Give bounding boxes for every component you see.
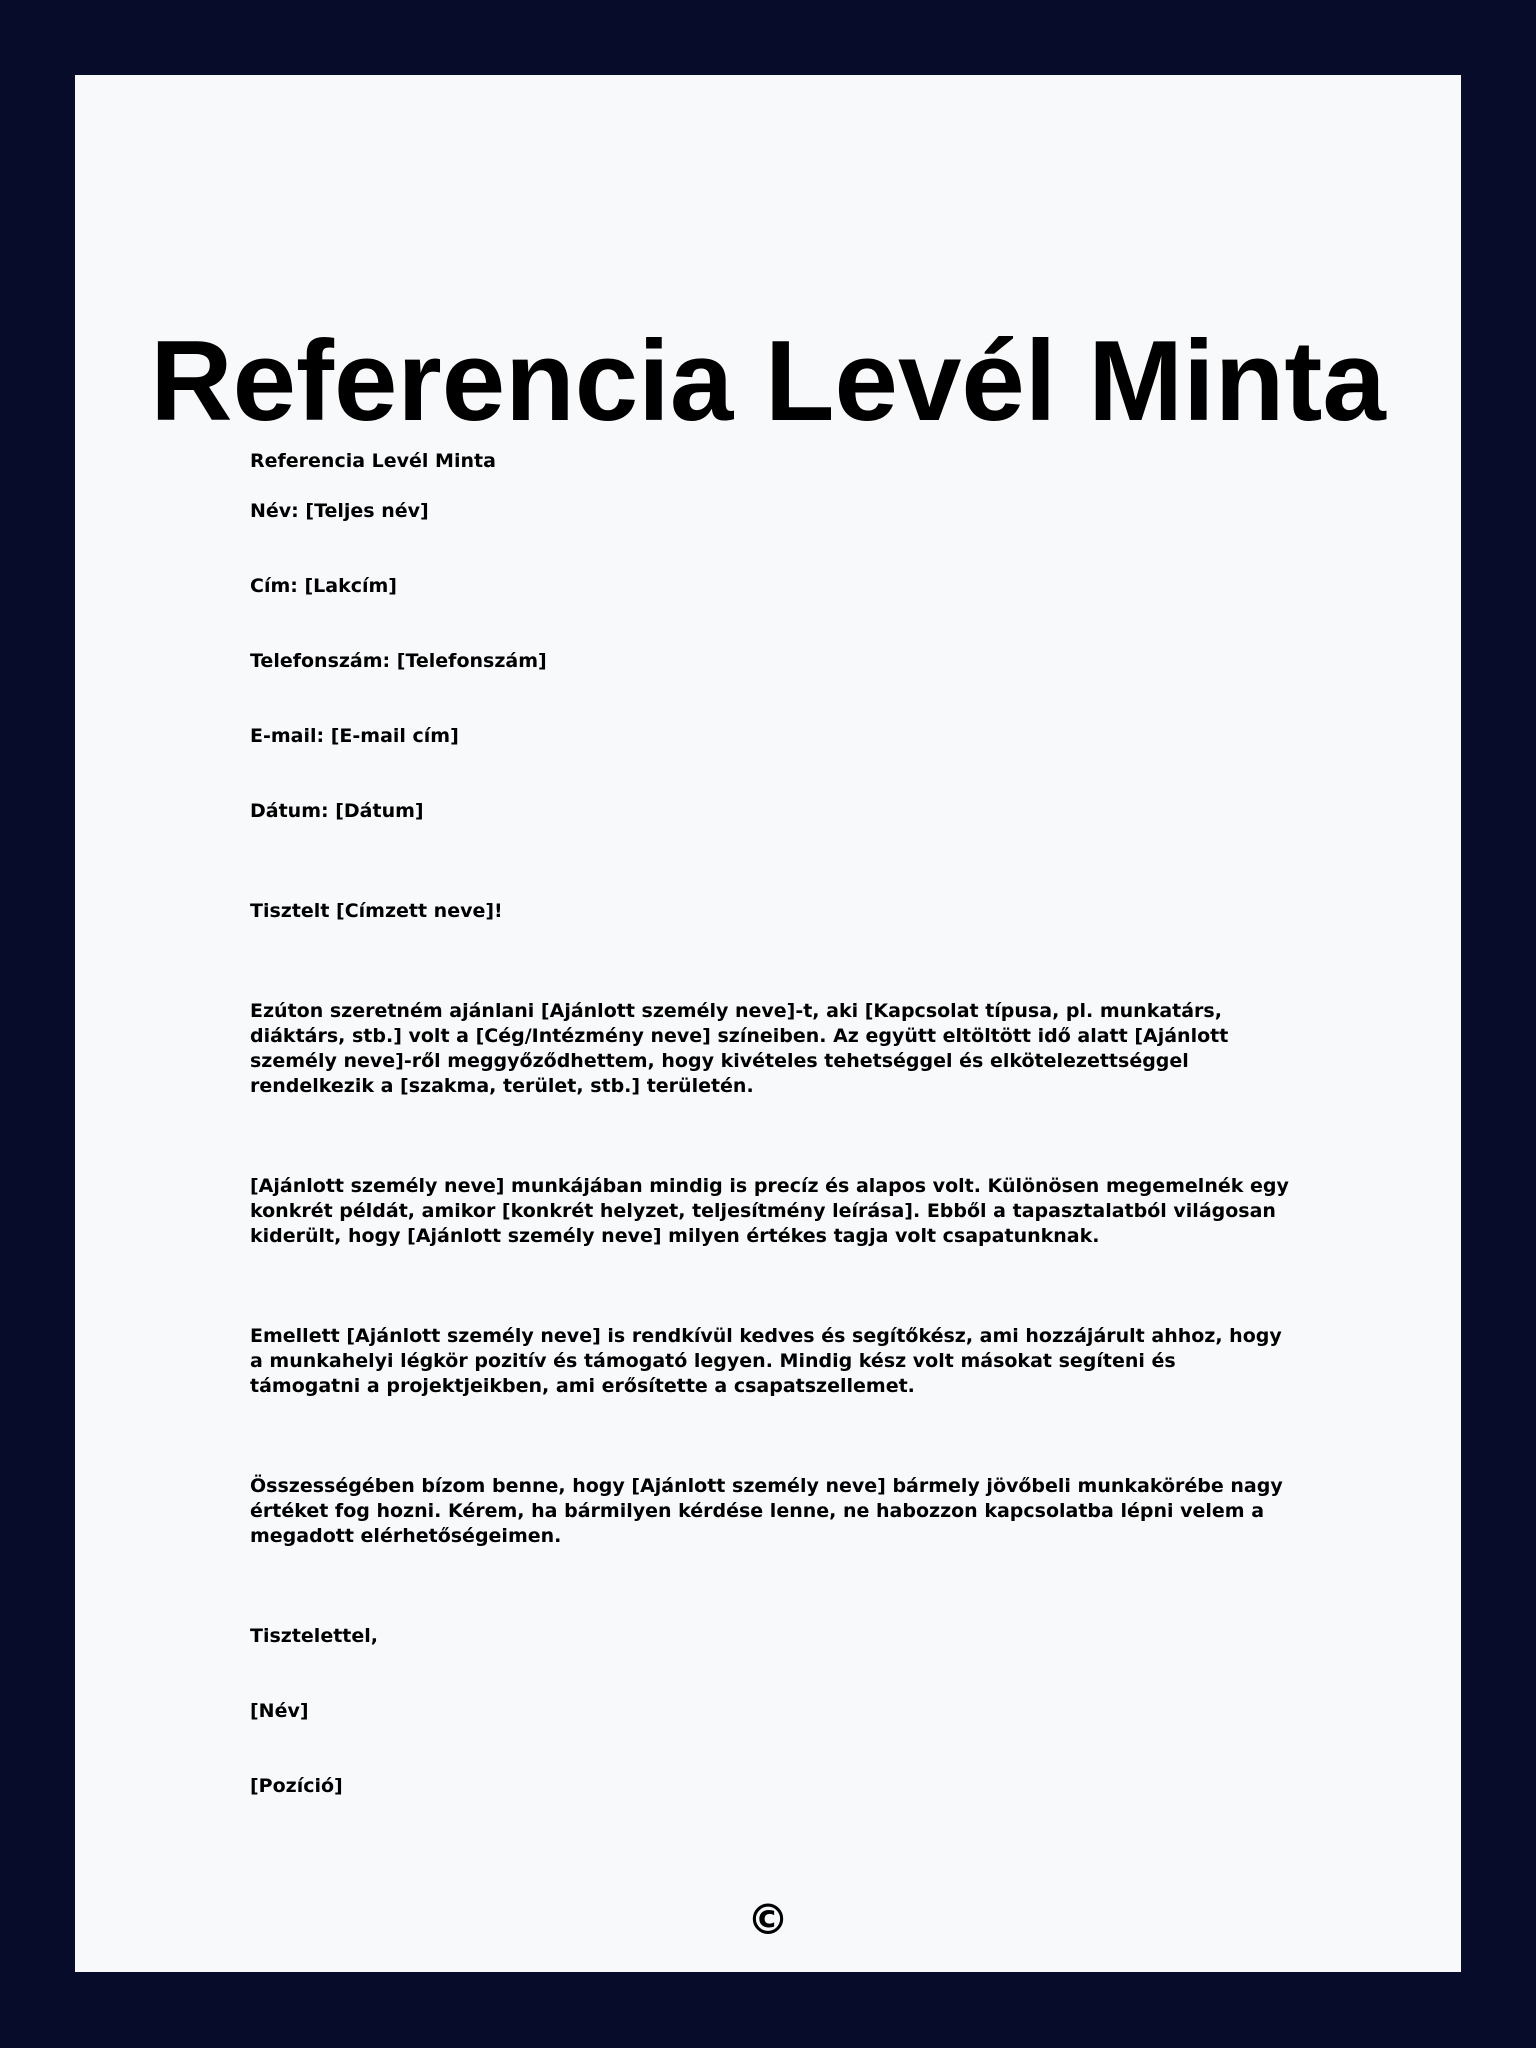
email-field: E-mail: [E-mail cím] [250,725,459,747]
closing: Tisztelettel, [250,1625,378,1647]
phone-field: Telefonszám: [Telefonszám] [250,650,547,672]
document-page [75,75,1461,1972]
paragraph-3: Emellett [Ajánlott személy neve] is rendkívül kedves és segítőkész, ami hozzájárult ahhoz, hogy a munkahelyi légkör pozitív és támogató legyen. Mindig kész volt másokat segíteni és támogatni a projektjeikben, ami erősítette a csapatszellemet. [250,1325,1282,1397]
copyright-icon: © [747,1895,789,1944]
signature-position: [Pozíció] [250,1775,343,1797]
address-field: Cím: [Lakcím] [250,575,397,597]
paragraph-1: Ezúton szeretném ajánlani [Ajánlott személy neve]-t, aki [Kapcsolat típusa, pl. munkatárs, diáktárs, stb.] volt a [Cég/Intézmény neve] színeiben. Az együtt eltöltött idő alatt [Ajánlott személy neve]-ről meggyőződhettem, hogy kivételes tehetséggel és elkötelezettséggel rendelkezik a [szakma, terület, stb.] területén. [250,1000,1229,1097]
document-title: Referencia Levél Minta [150,318,1386,445]
paragraph-2: [Ajánlott személy neve] munkájában mindig is precíz és alapos volt. Különösen megemelnék egy konkrét példát, amikor [konkrét helyzet, teljesítmény leírása]. Ebből a tapasztalatból világosan kiderült, hogy [Ajánlott személy neve] milyen értékes tagja volt csapatunknak. [250,1175,1289,1247]
date-field: Dátum: [Dátum] [250,800,424,822]
name-field: Név: [Teljes név] [250,500,429,522]
paragraph-4: Összességében bízom benne, hogy [Ajánlott személy neve] bármely jövőbeli munkakörébe nagy értéket fog hozni. Kérem, ha bármilyen kérdése lenne, ne habozzon kapcsolatba lépni velem a megadott elérhetőségeimen. [250,1475,1283,1547]
signature-name: [Név] [250,1700,309,1722]
greeting: Tisztelt [Címzett neve]! [250,900,503,922]
document-subtitle: Referencia Levél Minta [250,450,496,472]
